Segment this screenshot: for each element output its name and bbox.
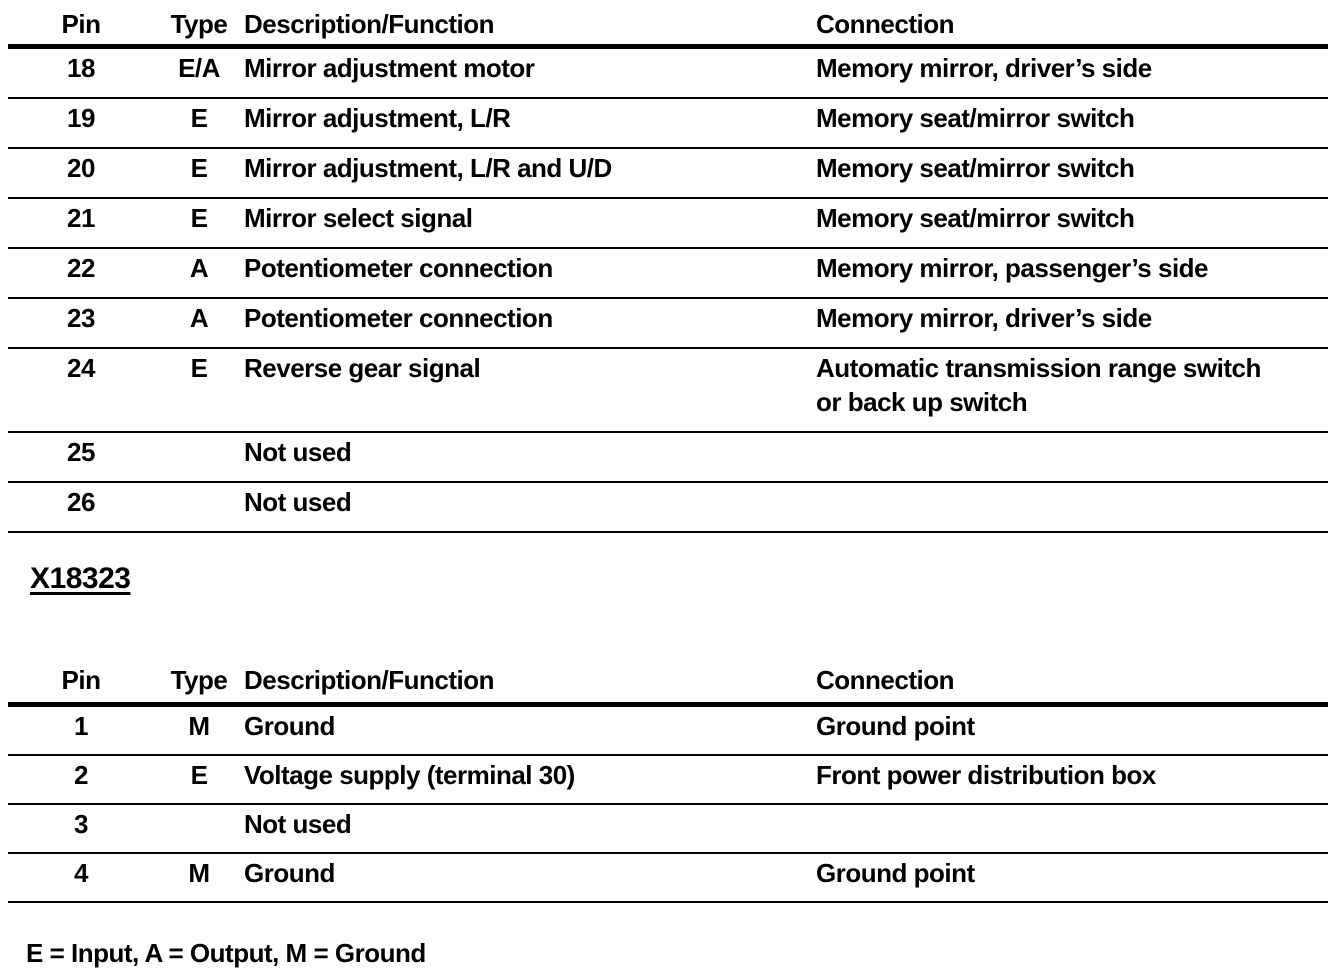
pin-table-connector-1: [8, 2, 1328, 533]
table-row: [8, 705, 1328, 756]
pin-description: Not used: [244, 804, 816, 853]
column-header-type: Type: [154, 662, 244, 705]
column-header-connection: Connection: [816, 662, 1328, 705]
table-row: [8, 248, 1328, 298]
table-row: [8, 198, 1328, 248]
type-legend: E = Input, A = Output, M = Ground: [26, 938, 426, 968]
pin-number: 22: [8, 248, 154, 298]
pin-description: Ground: [244, 853, 816, 902]
pin-number: 19: [8, 98, 154, 148]
column-header-description: Description/Function: [244, 2, 816, 47]
pin-description: Mirror adjustment, L/R: [244, 98, 816, 148]
pin-type: A: [154, 248, 244, 298]
pin-number: 25: [8, 432, 154, 482]
connector-title: X18323: [30, 562, 131, 595]
pin-type: E: [154, 148, 244, 198]
pin-connection: Ground point: [816, 853, 1328, 902]
pin-type: E: [154, 755, 244, 804]
pin-type: E: [154, 98, 244, 148]
table-row: [8, 348, 1328, 432]
pin-number: 23: [8, 298, 154, 348]
pin-table-connector-x18323: [8, 662, 1328, 903]
pin-type: E/A: [154, 47, 244, 99]
pin-type: [154, 804, 244, 853]
pin-type: [154, 432, 244, 482]
pin-description: Mirror select signal: [244, 198, 816, 248]
pin-type: [154, 482, 244, 532]
table-row: [8, 98, 1328, 148]
pin-description: Mirror adjustment, L/R and U/D: [244, 148, 816, 198]
pin-connection-line-2: or back up switch: [816, 387, 1028, 417]
pin-connection: [816, 432, 1328, 482]
pin-connection: Memory mirror, driver’s side: [816, 298, 1328, 348]
pin-number: 21: [8, 198, 154, 248]
pin-number: 1: [8, 705, 154, 756]
pin-type: M: [154, 705, 244, 756]
pin-number: 18: [8, 47, 154, 99]
pin-description: Ground: [244, 705, 816, 756]
table-row: [8, 298, 1328, 348]
table-header-row: [8, 2, 1328, 47]
table-header-row: [8, 662, 1328, 705]
pin-type: E: [154, 348, 244, 432]
pin-connection: Memory mirror, passenger’s side: [816, 248, 1328, 298]
table-row: [8, 148, 1328, 198]
column-header-type: Type: [154, 2, 244, 47]
pin-connection: Memory seat/mirror switch: [816, 198, 1328, 248]
pin-description: Potentiometer connection: [244, 298, 816, 348]
pin-connection: [816, 804, 1328, 853]
table-row: [8, 853, 1328, 902]
column-header-description: Description/Function: [244, 662, 816, 705]
table-row: [8, 482, 1328, 532]
pin-description: Not used: [244, 482, 816, 532]
pin-type: M: [154, 853, 244, 902]
table-row: [8, 804, 1328, 853]
table-row: [8, 432, 1328, 482]
pin-description: Potentiometer connection: [244, 248, 816, 298]
pin-description: Reverse gear signal: [244, 348, 816, 432]
pin-number: 3: [8, 804, 154, 853]
pin-connection: Memory seat/mirror switch: [816, 98, 1328, 148]
pin-connection: [816, 482, 1328, 532]
pin-description: Mirror adjustment motor: [244, 47, 816, 99]
pin-connection: Ground point: [816, 705, 1328, 756]
column-header-pin: Pin: [8, 662, 154, 705]
pin-description: Voltage supply (terminal 30): [244, 755, 816, 804]
pin-number: 4: [8, 853, 154, 902]
pin-connection: Memory mirror, driver’s side: [816, 47, 1328, 99]
pin-connection-line-1: Automatic transmission range switch: [816, 353, 1261, 383]
pin-connection: Memory seat/mirror switch: [816, 148, 1328, 198]
pin-type: A: [154, 298, 244, 348]
table-row: [8, 47, 1328, 99]
pin-number: 26: [8, 482, 154, 532]
table-row: [8, 755, 1328, 804]
pin-number: 2: [8, 755, 154, 804]
pin-description: Not used: [244, 432, 816, 482]
column-header-connection: Connection: [816, 2, 1328, 47]
pin-number: 20: [8, 148, 154, 198]
column-header-pin: Pin: [8, 2, 154, 47]
pin-type: E: [154, 198, 244, 248]
pin-connection: [816, 348, 1328, 432]
pin-connection: Front power distribution box: [816, 755, 1328, 804]
pin-number: 24: [8, 348, 154, 432]
